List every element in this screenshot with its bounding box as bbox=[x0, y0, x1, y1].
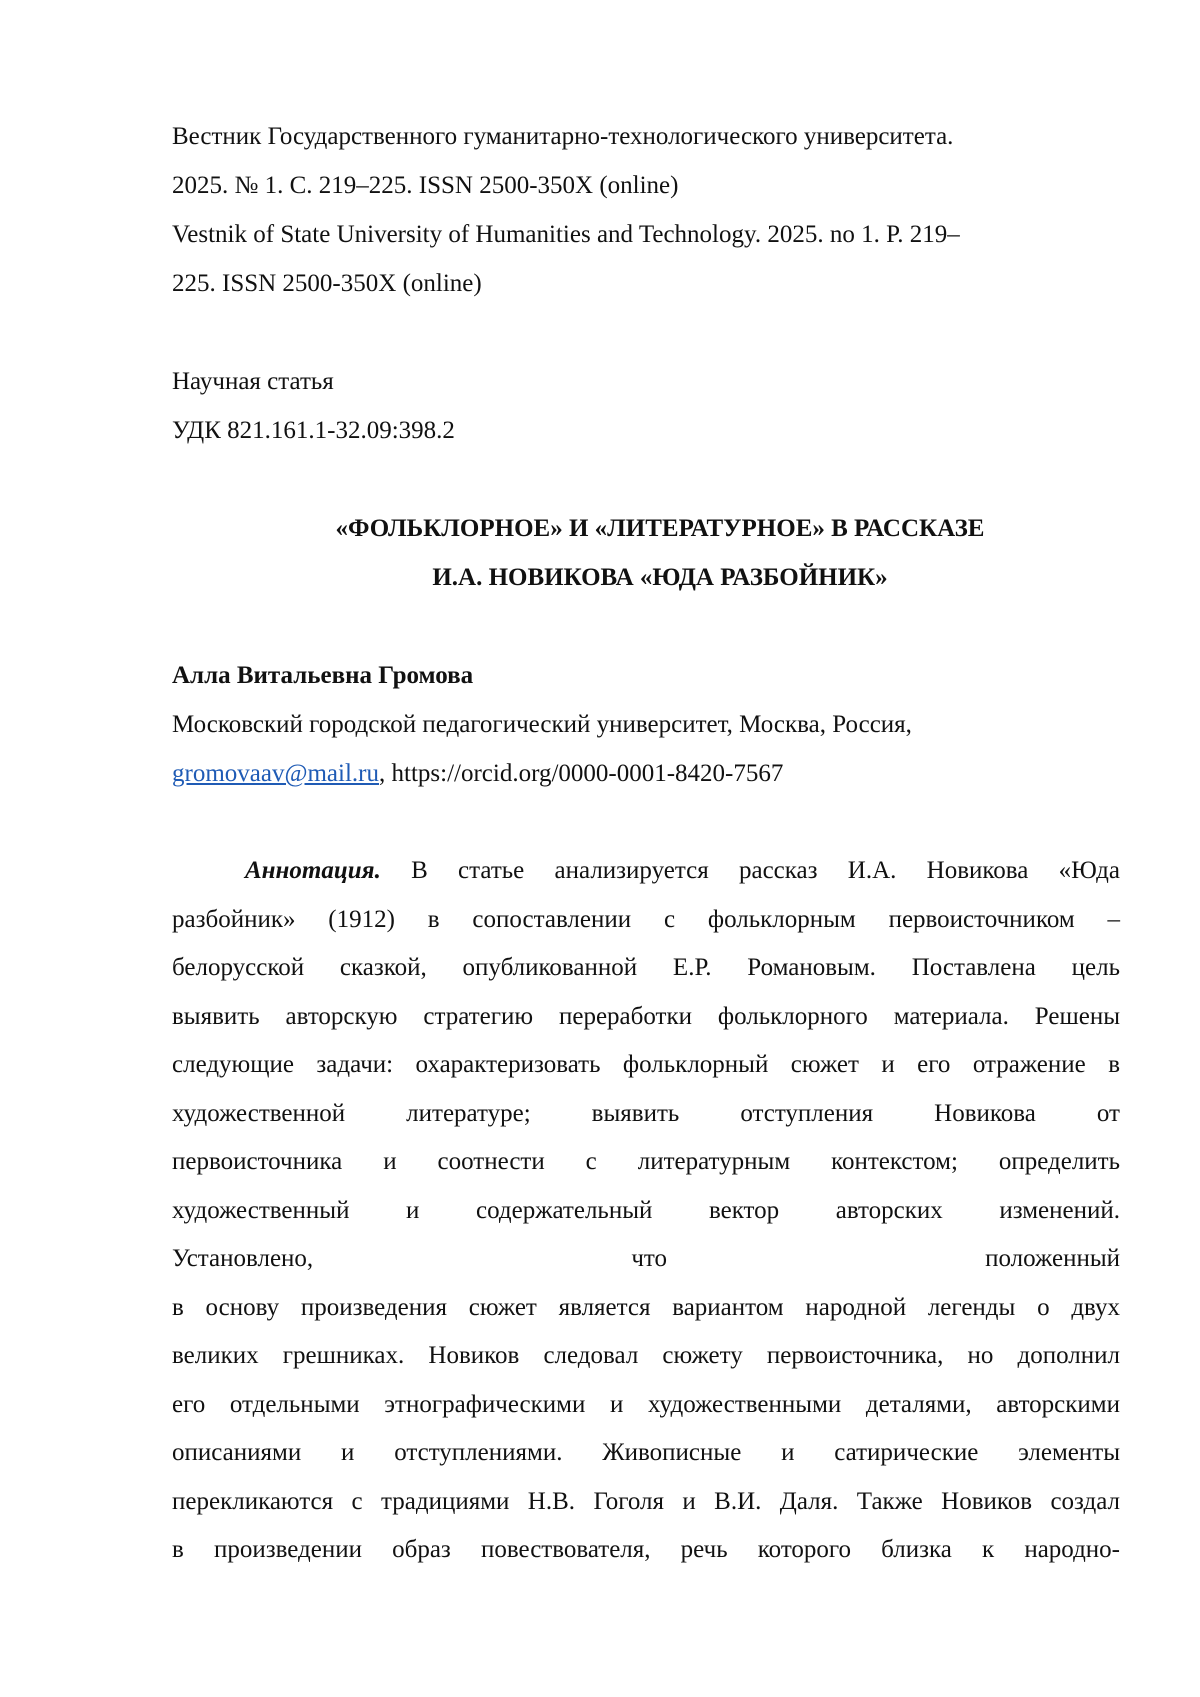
journal-citation-en-line1: Vestnik of State University of Humanities and Technology. 2025. no 1. P. 219– bbox=[172, 221, 960, 248]
abstract-line: описаниями и отступлениями. Живописные и сатирические элементы bbox=[172, 1439, 1120, 1466]
abstract bbox=[172, 847, 1120, 1575]
udc-code: УДК 821.161.1-32.09:398.2 bbox=[172, 417, 455, 444]
article-type: Научная статья bbox=[172, 368, 334, 395]
abstract-line: следующие задачи: охарактеризовать фольклорный сюжет и его отражение в bbox=[172, 1051, 1120, 1078]
paper-page bbox=[172, 112, 1120, 1575]
journal-citation-ru-line2: 2025. № 1. С. 219–225. ISSN 2500-350X (online) bbox=[172, 172, 679, 199]
abstract-label: Аннотация. bbox=[245, 857, 381, 884]
spacer bbox=[172, 798, 1120, 847]
abstract-line: его отдельными этнографическими и художественными деталями, авторскими bbox=[172, 1390, 1120, 1418]
article-meta bbox=[172, 357, 1120, 455]
author-name: Алла Витальевна Громова bbox=[172, 662, 474, 689]
abstract-line: в основу произведения сюжет является вариантом народной легенды о двух bbox=[172, 1293, 1120, 1321]
abstract-line: перекликаются с традициями Н.В. Гоголя и В.И. Даля. Также Новиков создал bbox=[172, 1487, 1120, 1515]
abstract-line: Установлено, что положенный bbox=[172, 1245, 1120, 1272]
author-contacts bbox=[172, 749, 1120, 798]
journal-citation-ru-line1: Вестник Государственного гуманитарно-технологического университета. bbox=[172, 123, 954, 150]
article-title-line2: И.А. НОВИКОВА «ЮДА РАЗБОЙНИК» bbox=[432, 564, 888, 591]
abstract-line: великих грешниках. Новиков следовал сюжету первоисточника, но дополнил bbox=[172, 1342, 1120, 1369]
abstract-line: первоисточника и соотнести с литературным контекстом; определить bbox=[172, 1148, 1120, 1175]
abstract-line: Аннотация. В статье анализируется рассказ И.А. Новикова «Юда bbox=[245, 857, 1121, 884]
spacer bbox=[172, 455, 1120, 504]
abstract-line: разбойник» (1912) в сопоставлении с фольклорным первоисточником – bbox=[172, 905, 1120, 933]
author-affiliation: Московский городской педагогический университет, Москва, Россия, bbox=[172, 711, 912, 738]
journal-citation-en-line2: 225. ISSN 2500-350X (online) bbox=[172, 270, 482, 297]
abstract-line: выявить авторскую стратегию переработки фольклорного материала. Решены bbox=[172, 1002, 1120, 1030]
article-title-line1: «ФОЛЬКЛОРНОЕ» И «ЛИТЕРАТУРНОЕ» В РАССКАЗЕ bbox=[335, 515, 985, 542]
abstract-line: в произведении образ повествователя, речь которого близка к народно- bbox=[172, 1536, 1120, 1563]
author-email-link[interactable]: gromovaav@mail.ru bbox=[172, 760, 379, 787]
abstract-line: художественный и содержательный вектор авторских изменений. bbox=[172, 1196, 1120, 1224]
abstract-line: художественной литературе; выявить отступления Новикова от bbox=[172, 1099, 1120, 1127]
journal-header bbox=[172, 112, 1120, 308]
author-block bbox=[172, 651, 1120, 798]
spacer bbox=[172, 308, 1120, 357]
abstract-line: белорусской сказкой, опубликованной Е.Р. Романовым. Поставлена цель bbox=[172, 954, 1120, 981]
author-orcid: , https://orcid.org/0000-0001-8420-7567 bbox=[379, 760, 784, 787]
article-title bbox=[200, 504, 1120, 602]
spacer bbox=[172, 602, 1120, 651]
